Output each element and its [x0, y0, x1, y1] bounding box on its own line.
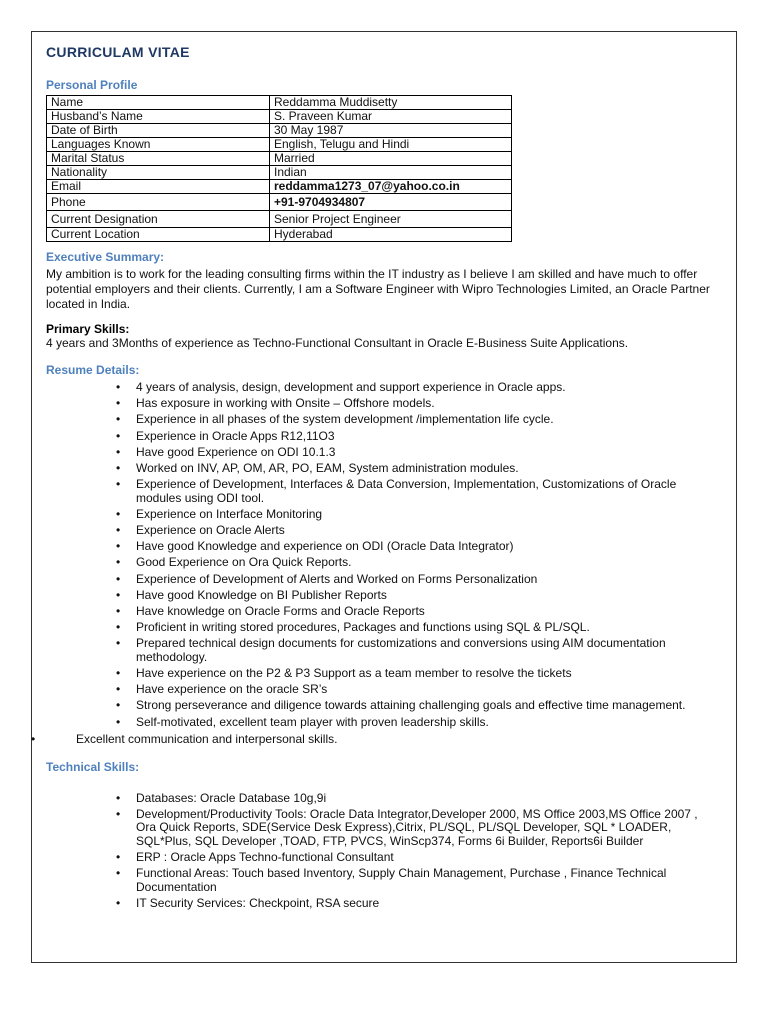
bullet-marker: •	[116, 587, 121, 602]
bullet-marker: •	[116, 714, 121, 729]
list-item	[116, 396, 718, 411]
profile-label: Marital Status	[47, 152, 270, 166]
list-item-text: Strong perseverance and diligence towards attaining challenging goals and effective time management.	[136, 698, 686, 713]
list-item	[116, 603, 718, 619]
resume-details-heading: Resume Details:	[46, 363, 140, 377]
list-item-text: Has exposure in working with Onsite – Offshore models.	[136, 396, 435, 411]
bullet-marker: •	[116, 682, 121, 697]
list-item	[116, 571, 718, 587]
primary-skills-text: 4 years and 3Months of experience as Techno-Functional Consultant in Oracle E-Business Suite Applications.	[46, 336, 629, 350]
bullet-marker: •	[116, 555, 121, 570]
list-item-text: Prepared technical design documents for customizations and conversions using AIM documentation methodology.	[136, 636, 666, 664]
profile-value: Married	[270, 152, 512, 166]
bullet-marker: •	[116, 666, 121, 680]
document-content	[31, 44, 718, 913]
executive-summary-heading: Executive Summary:	[46, 250, 165, 264]
list-item	[116, 790, 718, 806]
bullet-marker: •	[116, 698, 121, 713]
table-row	[47, 194, 512, 211]
list-item-text: Have good Knowledge on BI Publisher Reports	[136, 587, 387, 602]
bullet-marker: •	[116, 603, 121, 618]
list-item-text: 4 years of analysis, design, development and support experience in Oracle apps.	[136, 380, 566, 394]
list-item	[116, 412, 718, 427]
bullet-marker: •	[116, 620, 121, 635]
profile-value: reddamma1273_07@yahoo.co.in	[270, 180, 512, 194]
list-item-text: Experience on Oracle Alerts	[136, 523, 285, 537]
list-item-text: Self-motivated, excellent team player with proven leadership skills.	[136, 714, 489, 729]
list-item	[116, 506, 718, 522]
table-row	[47, 180, 512, 194]
profile-value: English, Telugu and Hindi	[270, 138, 512, 152]
bullet-marker: •	[116, 866, 121, 881]
profile-label: Nationality	[47, 166, 270, 180]
table-row	[47, 124, 512, 138]
profile-value: Senior Project Engineer	[270, 211, 512, 228]
list-item	[116, 682, 718, 697]
list-item	[116, 428, 718, 444]
personal-profile-table	[46, 95, 512, 242]
list-item-text: Experience of Development, Interfaces & Data Conversion, Implementation, Customizations of Oracle modules using ODI tool.	[136, 477, 677, 505]
bullet-marker: •	[116, 396, 121, 411]
bullet-marker: •	[116, 571, 121, 586]
table-row	[47, 228, 512, 242]
list-item-text: Have experience on the oracle SR’s	[136, 682, 328, 697]
technical-skills-list	[46, 792, 718, 911]
personal-profile-heading: Personal Profile	[46, 78, 138, 92]
list-item-text: Good Experience on Ora Quick Reports.	[136, 555, 352, 570]
list-item	[116, 636, 718, 664]
list-item	[116, 666, 718, 681]
list-item-text: Functional Areas: Touch based Inventory, Supply Chain Management, Purchase , Finance Technical Documentation	[136, 866, 667, 894]
document-title: CURRICULAM VITAE	[46, 44, 190, 60]
list-item	[116, 523, 718, 538]
list-item	[116, 806, 718, 849]
list-item-text: Have knowledge on Oracle Forms and Oracle Reports	[136, 603, 425, 618]
bullet-marker: •	[116, 790, 121, 805]
bullet-marker: •	[31, 731, 36, 746]
list-item-text: Experience of Development of Alerts and Worked on Forms Personalization	[136, 571, 538, 586]
list-item-text: Experience in Oracle Apps R12,11O3	[136, 428, 335, 443]
bullet-marker: •	[116, 896, 121, 910]
profile-label: Date of Birth	[47, 124, 270, 138]
bullet-marker: •	[116, 523, 121, 537]
bullet-marker: •	[116, 477, 121, 492]
list-item-text: Worked on INV, AP, OM, AR, PO, EAM, System administration modules.	[136, 460, 519, 475]
list-item	[116, 555, 718, 570]
list-item-text: Databases: Oracle Database 10g,9i	[136, 790, 327, 805]
list-item	[116, 477, 718, 505]
list-item-text: Development/Productivity Tools: Oracle Data Integrator,Developer 2000, MS Office 2003,MS Office 2007 , Ora Quick Reports, SDE(Service Desk Express),Citrix, PL/SQL, PL/SQL Developer, SQL * LOADER, SQL*Plus, SQL Developer ,TOAD, FTP, PVCS, WinScp374, Forms 6i Builder, Reports6i Builder	[136, 806, 698, 848]
table-row	[47, 211, 512, 228]
bullet-marker: •	[116, 850, 121, 865]
profile-label: Phone	[47, 194, 270, 211]
technical-skills-heading: Technical Skills:	[46, 759, 140, 774]
bullet-marker: •	[116, 506, 121, 521]
list-item	[116, 698, 718, 713]
profile-label: Current Designation	[47, 211, 270, 228]
list-item-text: IT Security Services: Checkpoint, RSA secure	[136, 896, 380, 910]
list-item	[116, 587, 718, 603]
bullet-marker: •	[116, 444, 121, 459]
table-row	[47, 152, 512, 166]
list-item	[116, 380, 718, 395]
table-row	[47, 166, 512, 180]
list-item	[116, 539, 718, 554]
bullet-marker: •	[116, 380, 121, 394]
document-page	[31, 31, 737, 963]
bullet-marker: •	[116, 412, 121, 427]
profile-value: +91-9704934807	[270, 194, 512, 211]
bullet-marker: •	[116, 539, 121, 554]
profile-label: Languages Known	[47, 138, 270, 152]
profile-value: Indian	[270, 166, 512, 180]
profile-value: Hyderabad	[270, 228, 512, 242]
list-item-text: Have good Knowledge and experience on ODI (Oracle Data Integrator)	[136, 539, 514, 554]
profile-value: Reddamma Muddisetty	[270, 96, 512, 110]
table-row	[47, 138, 512, 152]
list-item	[116, 850, 718, 865]
bullet-marker: •	[116, 806, 121, 821]
bullet-marker: •	[116, 460, 121, 475]
table-row	[47, 110, 512, 124]
list-item-text: Experience in all phases of the system development /implementation life cycle.	[136, 412, 554, 427]
list-item-text: ERP : Oracle Apps Techno-functional Consultant	[136, 850, 394, 865]
primary-skills-heading: Primary Skills:	[46, 322, 130, 336]
profile-label: Email	[47, 180, 270, 194]
list-item	[31, 732, 718, 746]
profile-label: Name	[47, 96, 270, 110]
list-item-text: Experience on Interface Monitoring	[136, 506, 323, 521]
bullet-marker: •	[116, 636, 121, 651]
resume-details-list	[46, 381, 718, 729]
profile-value: S. Praveen Kumar	[270, 110, 512, 124]
list-item-text: Have experience on the P2 & P3 Support as a team member to resolve the tickets	[136, 666, 572, 680]
list-item	[116, 620, 718, 635]
profile-label: Husband’s Name	[47, 110, 270, 124]
list-item-text: Have good Experience on ODI 10.1.3	[136, 444, 336, 459]
list-item	[116, 444, 718, 460]
bullet-marker: •	[116, 428, 121, 443]
profile-value: 30 May 1987	[270, 124, 512, 138]
list-item	[116, 896, 718, 911]
list-item-text: Excellent communication and interpersonal skills.	[76, 731, 338, 746]
list-item	[116, 866, 718, 894]
profile-label: Current Location	[47, 228, 270, 242]
executive-summary-text: My ambition is to work for the leading consulting firms within the IT industry as I believe I am skilled and have much to offer potential employers and their clients. Currently, I am a Software Engineer with Wipro Technologies Limited, an Oracle Partner located in India.	[46, 267, 710, 311]
list-item	[116, 714, 718, 730]
list-item-text: Proficient in writing stored procedures, Packages and functions using SQL & PL/SQL.	[136, 620, 590, 635]
table-row	[47, 96, 512, 110]
list-item	[116, 460, 718, 476]
